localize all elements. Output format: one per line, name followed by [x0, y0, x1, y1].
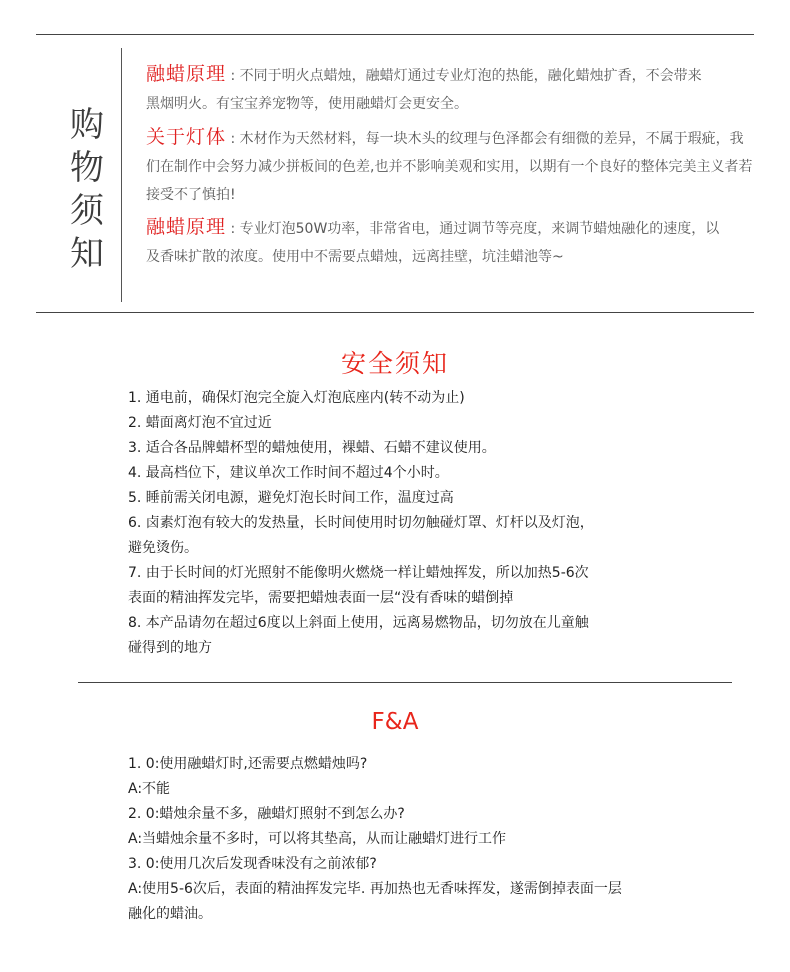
list-item: 7. 由于长时间的灯光照射不能像明火燃烧一样让蜡烛挥发，所以加热5-6次: [128, 565, 589, 581]
list-item: 4. 最高档位下，建议单次工作时间不超过4个小时。: [128, 465, 449, 481]
note-text: 不同于明火点蜡烛，融蜡灯通过专业灯泡的热能，融化蜡烛扩香，不会带来黑烟明火。有宝宝养宠物等，使用融蜡灯会更安全。: [146, 68, 702, 112]
list-item: 3. 0:使用几次后发现香味没有之前浓郁?: [128, 856, 377, 872]
note-melting-principle: 融蜡原理 : 不同于明火点蜡烛，融蜡灯通过专业灯泡的热能，融化蜡烛扩香，不会带来黑烟明火。有宝宝养宠物等，使用融蜡灯会更安全。: [146, 63, 702, 112]
list-item: 表面的精油挥发完毕，需要把蜡烛表面一层“没有香味的蜡倒掉: [128, 590, 514, 606]
note-lamp-body: 关于灯体 : 木材作为天然材料，每一块木头的纹理与色泽都会有细微的差异，不属于瑕疵，我们在制作中会努力减少拼板间的色差,也并不影响美观和实用，以期有一个良好的整体完美主义者若接受不了慎拍!: [146, 126, 753, 203]
list-item: 8. 本产品请勿在超过6度以上斜面上使用，远离易燃物品，切勿放在儿童触: [128, 615, 589, 631]
note-heading: 融蜡原理: [146, 216, 227, 238]
title-char: 购: [70, 105, 104, 145]
list-item: 5. 睡前需关闭电源，避免灯泡长时间工作，温度过高: [128, 490, 454, 506]
purchase-notice-title: [64, 104, 110, 276]
title-char: 须: [70, 191, 104, 231]
note-text: 木材作为天然材料，每一块木头的纹理与色泽都会有细微的差异，不属于瑕疵，我们在制作中会努力减少拼板间的色差,也并不影响美观和实用，以期有一个良好的整体完美主义者若接受不了慎拍!: [146, 131, 753, 203]
list-item: 1. 通电前，确保灯泡完全旋入灯泡底座内(转不动为止): [128, 390, 465, 406]
list-item: 融化的蜡油。: [128, 906, 212, 922]
safety-list: [128, 386, 728, 661]
list-item: 2. 0:蜡烛余量不多，融蜡灯照射不到怎么办?: [128, 806, 405, 822]
note-heading: 融蜡原理: [146, 63, 227, 85]
list-item: 1. 0:使用融蜡灯时,还需要点燃蜡烛吗?: [128, 756, 368, 772]
vertical-divider: [121, 48, 122, 302]
list-item: 2. 蜡面离灯泡不宜过近: [128, 415, 272, 431]
list-item: 3. 适合各品牌蜡杯型的蜡烛使用，裸蜡、石蜡不建议使用。: [128, 440, 496, 456]
middle-divider: [36, 312, 754, 313]
title-char: 知: [70, 234, 104, 274]
top-divider: [36, 34, 754, 35]
list-item: 碰得到的地方: [128, 640, 212, 656]
list-item: 避免烫伤。: [128, 540, 198, 556]
faq-divider: [78, 682, 732, 683]
note-text: 专业灯泡50W功率，非常省电，通过调节等亮度，来调节蜡烛融化的速度，以及香味扩散的浓度。使用中不需要点蜡烛，远离挂壁，坑洼蜡池等~: [146, 221, 720, 265]
faq-list: [128, 752, 728, 927]
title-char: 物: [70, 148, 104, 188]
list-item: A:不能: [128, 781, 171, 797]
list-item: A:当蜡烛余量不多时，可以将其垫高，从而让融蜡灯进行工作: [128, 831, 507, 847]
note-melting-principle-2: 融蜡原理 : 专业灯泡50W功率，非常省电，通过调节等亮度，来调节蜡烛融化的速度，以及香味扩散的浓度。使用中不需要点蜡烛，远离挂壁，坑洼蜡池等~: [146, 216, 720, 265]
safety-title: 安全须知: [340, 349, 449, 378]
note-heading: 关于灯体: [146, 126, 227, 148]
faq-title: F&A: [371, 709, 419, 735]
list-item: 6. 卤素灯泡有较大的发热量，长时间使用时切勿触碰灯罩、灯杆以及灯泡，: [128, 515, 594, 531]
list-item: A:使用5-6次后，表面的精油挥发完毕. 再加热也无香味挥发，遂需倒掉表面一层: [128, 881, 622, 897]
